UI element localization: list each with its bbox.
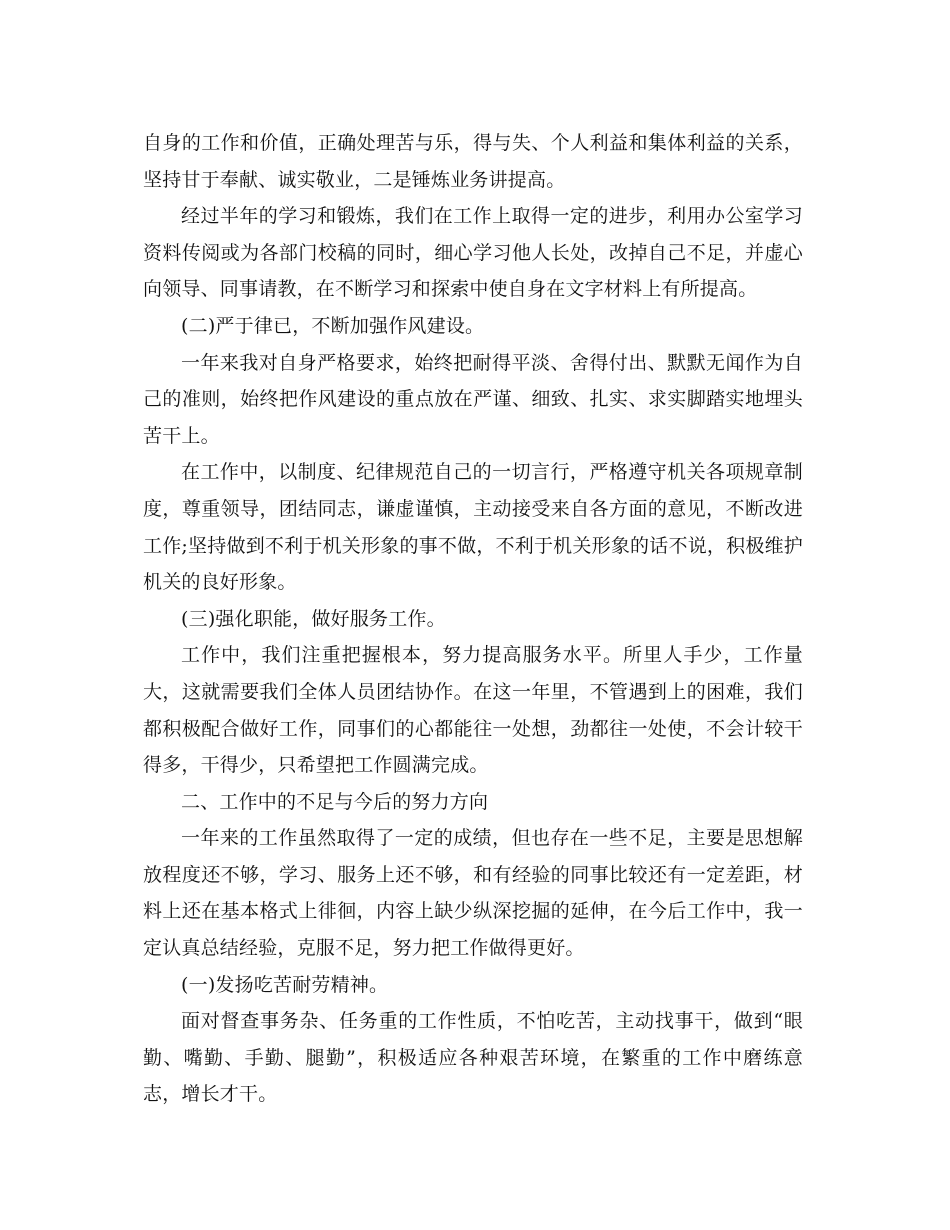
section-heading-3: (三)强化职能，做好服务工作。 [181,607,446,630]
chapter-heading-2: 二、工作中的不足与今后的努力方向 [181,790,489,813]
document-body [143,125,803,1113]
section-heading-1: (一)发扬吃苦耐劳精神。 [181,973,389,996]
paragraph-4: 一年来我对自身严格要求，始终把耐得平淡、舍得付出、默默无闻作为自己的准则，始终把作风建设的重点放在严谨、细致、扎实、求实脚踏实地埋头苦干上。 [143,351,803,447]
paragraph-9: 一年来的工作虽然取得了一定的成绩，但也存在一些不足，主要是思想解放程度还不够，学习、服务上还不够，和有经验的同事比较还有一定差距，材料上还在基本格式上徘徊，内容上缺少纵深挖掘的延伸，在今后工作中，我一定认真总结经验，克服不足，努力把工作做得更好。 [143,827,803,960]
section-heading-2: (二)严于律已，不断加强作风建设。 [181,314,485,337]
paragraph-11: 面对督查事务杂、任务重的工作性质，不怕吃苦，主动找事干，做到“眼勤、嘴勤、手勤、腿勤”，积极适应各种艰苦环境，在繁重的工作中磨练意志，增长才干。 [143,1010,803,1106]
paragraph-1: 自身的工作和价值，正确处理苦与乐，得与失、个人利益和集体利益的关系，坚持甘于奉献、诚实敬业，二是锤炼业务讲提高。 [143,132,803,191]
paragraph-2: 经过半年的学习和锻炼，我们在工作上取得一定的进步，利用办公室学习资料传阅或为各部门校稿的同时，细心学习他人长处，改掉自己不足，并虚心向领导、同事请教，在不断学习和探索中使自身在文字材料上有所提高。 [143,205,803,301]
paragraph-5: 在工作中，以制度、纪律规范自己的一切言行，严格遵守机关各项规章制度，尊重领导，团结同志，谦虚谨慎，主动接受来自各方面的意见，不断改进工作;坚持做到不利于机关形象的事不做，不利于机关形象的话不说，积极维护机关的良好形象。 [143,461,803,594]
paragraph-7: 工作中，我们注重把握根本，努力提高服务水平。所里人手少，工作量大，这就需要我们全体人员团结协作。在这一年里，不管遇到上的困难，我们都积极配合做好工作，同事们的心都能往一处想，劲都往一处使，不会计较干得多，干得少，只希望把工作圆满完成。 [143,644,803,777]
